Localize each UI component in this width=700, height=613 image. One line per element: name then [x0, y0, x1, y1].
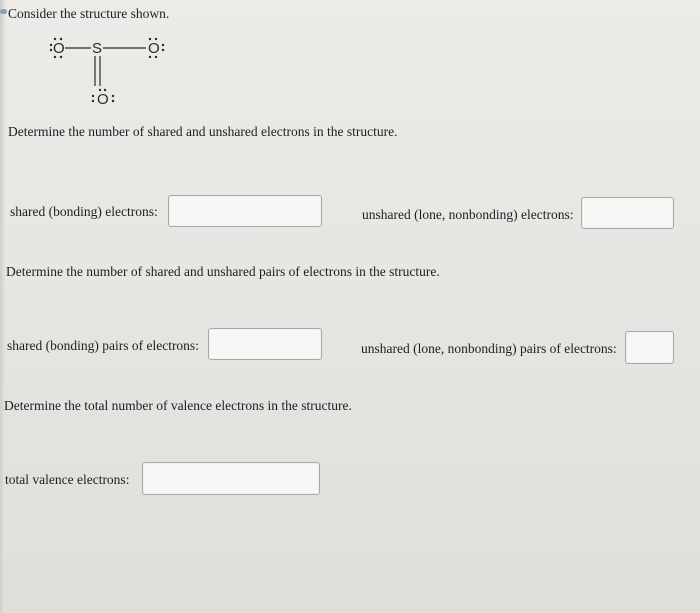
question-title: Consider the structure shown.: [8, 6, 170, 21]
bottom-oxygen-atom: O: [97, 91, 109, 108]
shared-pairs-label: shared (bonding) pairs of electrons:: [7, 338, 199, 353]
total-valence-input[interactable]: [142, 462, 320, 495]
unshared-electrons-label: unshared (lone, nonbonding) electrons:: [362, 207, 574, 222]
bullet-icon: [0, 9, 7, 14]
shared-pairs-input[interactable]: [208, 328, 322, 360]
lone-pair-dot: [162, 44, 164, 46]
unshared-pairs-label: unshared (lone, nonbonding) pairs of electrons:: [361, 341, 617, 356]
part2-prompt: Determine the number of shared and unshared pairs of electrons in the structure.: [6, 264, 440, 279]
lone-pair-dot: [112, 100, 114, 102]
unshared-electrons-input[interactable]: [581, 197, 674, 229]
lone-pair-dot: [112, 95, 114, 97]
lone-pair-dot: [92, 95, 94, 97]
lone-pair-dot: [50, 44, 52, 46]
lone-pair-dot: [162, 49, 164, 51]
part1-prompt: Determine the number of shared and unshared electrons in the structure.: [8, 124, 398, 139]
lone-pair-dot: [92, 100, 94, 102]
left-edge-strip: [0, 0, 5, 613]
left-oxygen-atom: O: [53, 40, 65, 57]
right-oxygen-atom: O: [148, 40, 160, 57]
total-valence-label: total valence electrons:: [5, 472, 130, 487]
shared-electrons-input[interactable]: [168, 195, 322, 227]
part3-prompt: Determine the total number of valence electrons in the structure.: [4, 398, 352, 413]
lone-pair-dot: [50, 49, 52, 51]
lewis-structure-diagram: [38, 32, 178, 112]
unshared-pairs-input[interactable]: [625, 331, 674, 364]
shared-electrons-label: shared (bonding) electrons:: [10, 204, 158, 219]
sulfur-atom: S: [92, 40, 103, 57]
